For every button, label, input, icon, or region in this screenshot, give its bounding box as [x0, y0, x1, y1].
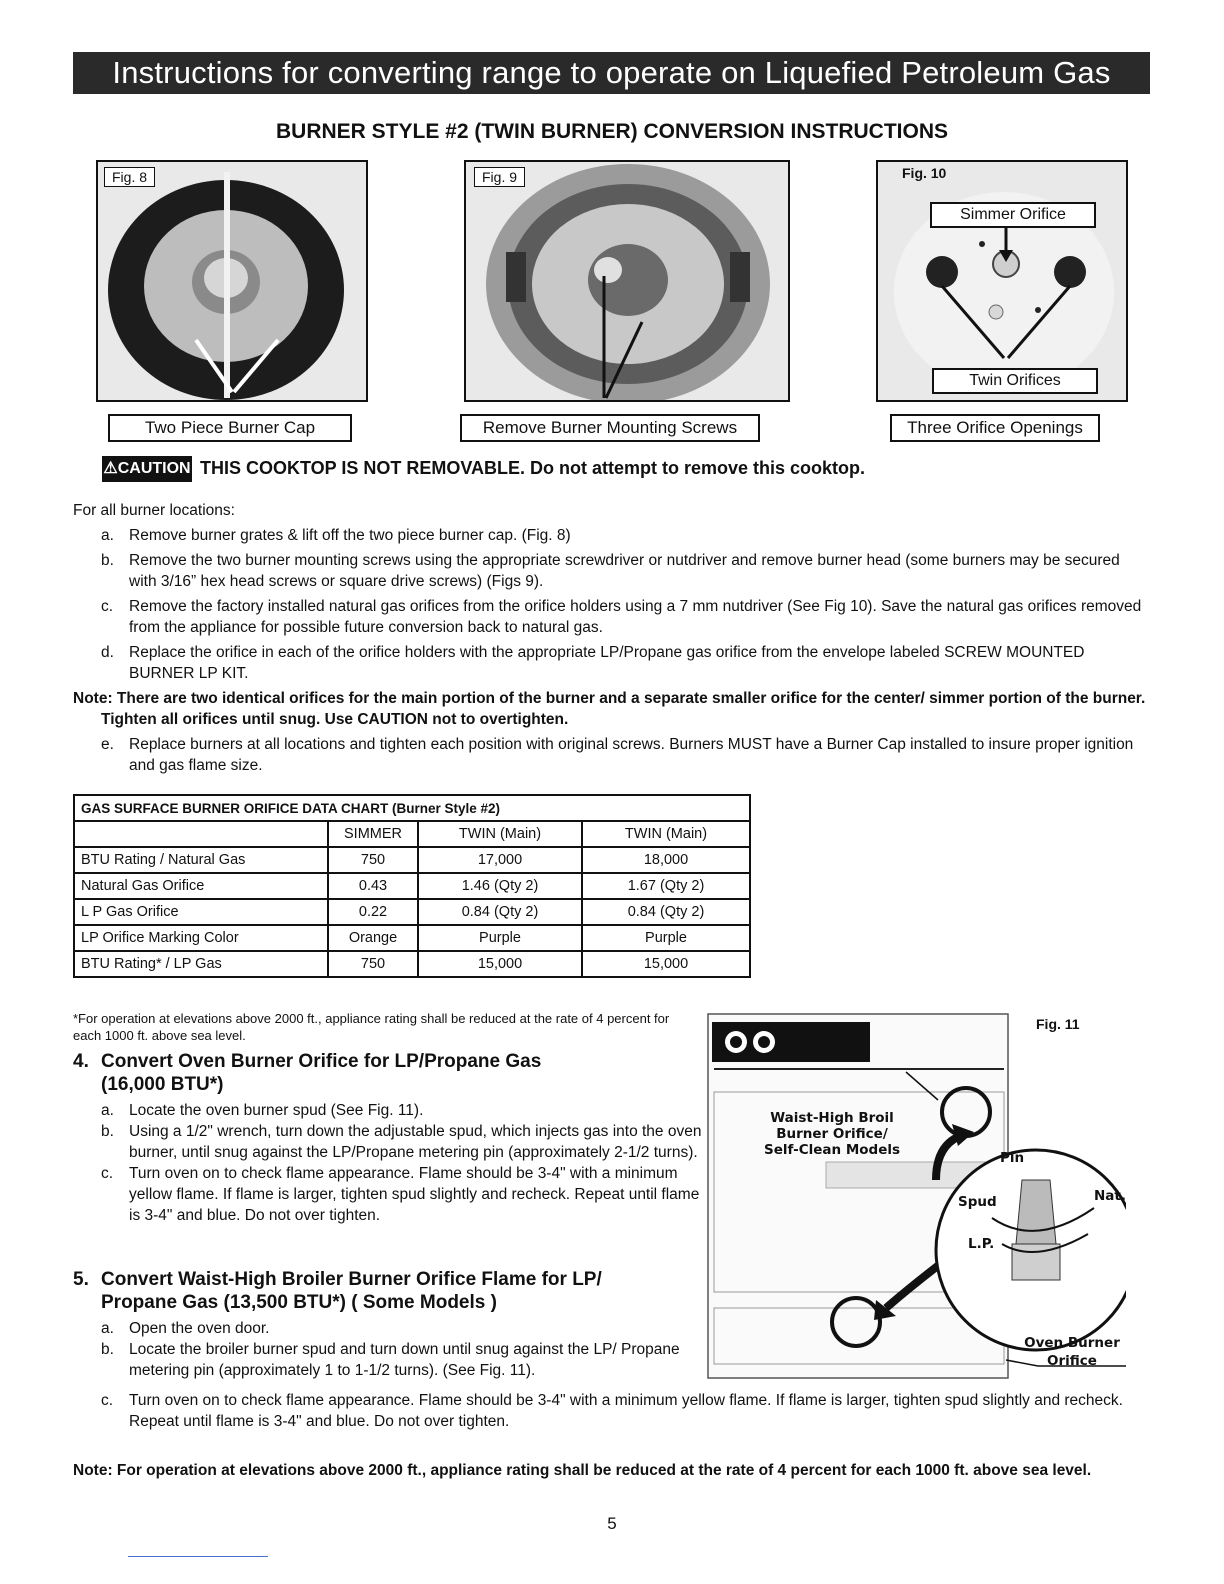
oven-range-illustration — [706, 1012, 1126, 1382]
fig10-caption: Three Orifice Openings — [890, 414, 1100, 442]
fig11-image — [706, 1012, 1126, 1382]
note-orifices: Note: There are two identical orifices for the main portion of the burner and a separate smaller orifice for the center/ simmer portion of the burner. Tighten all orifices until snug. Use CAUTION not to overtighten. — [73, 690, 1146, 728]
fig9-caption: Remove Burner Mounting Screws — [460, 414, 760, 442]
section-title: BURNER STYLE #2 (TWIN BURNER) CONVERSION INSTRUCTIONS — [275, 120, 949, 143]
list-item: a. Open the oven door. — [101, 1320, 270, 1337]
fig11-label: Fig. 11 — [1036, 1016, 1080, 1032]
burner-cap-illustration — [98, 162, 366, 400]
section-5-step-c — [101, 1390, 1148, 1432]
table-row: BTU Rating / Natural Gas 750 17,000 18,000 — [74, 847, 750, 873]
section-5 — [73, 1268, 703, 1381]
warning-icon: ⚠ — [103, 460, 118, 477]
section-4 — [73, 1050, 703, 1226]
list-item: c. Turn oven on to check flame appearance. Flame should be 3-4" with a minimum yellow flame. If flame is larger, tighten spud slightly and recheck. Repeat until flame is 3-4" and blue. Do not over tighten. — [101, 1165, 700, 1224]
twin-orifices-label: Twin Orifices — [932, 368, 1098, 394]
list-item: d. Replace the orifice in each of the orifice holders with the appropriate LP/Propane gas orifice from the envelope labeled SCREW MOUNTED BURNER LP KIT. — [101, 644, 1085, 682]
list-item: a. Locate the oven burner spud (See Fig. 11). — [101, 1102, 424, 1119]
note-elevation: Note: For operation at elevations above 2000 ft., appliance rating shall be reduced at the rate of 4 percent for each 1000 ft. above sea level. — [73, 1462, 1092, 1479]
caution-text: THIS COOKTOP IS NOT REMOVABLE. Do not attempt to remove this cooktop. — [200, 458, 866, 478]
fig8-caption: Two Piece Burner Cap — [108, 414, 352, 442]
pin-label: Pin — [1000, 1150, 1025, 1166]
caution-badge: ⚠CAUTION — [102, 456, 192, 482]
fig9-label: Fig. 9 — [474, 167, 525, 187]
list-item: c. Remove the factory installed natural gas orifices from the orifice holders using a 7 mm nutdriver (See Fig 10). Save the natural gas orifices removed from the appliance for possible future conversion back to natural gas. — [101, 598, 1142, 636]
divider — [128, 1556, 268, 1557]
fig8-label: Fig. 8 — [104, 167, 155, 187]
fig10-image — [876, 160, 1128, 402]
burner-head-illustration — [466, 162, 788, 400]
page-number: 5 — [607, 1514, 617, 1533]
nat-label: Nat. — [1094, 1188, 1126, 1204]
orifice-data-chart — [73, 794, 751, 978]
orifice-openings-illustration — [878, 162, 1126, 400]
list-item: c. Turn oven on to check flame appearance. Flame should be 3-4" with a minimum yellow flame. If flame is larger, tighten spud slightly and recheck. Repeat until flame is 3-4" and blue. Do not over tighten. — [101, 1392, 1123, 1430]
page-banner: Instructions for converting range to operate on Liquefied Petroleum Gas — [73, 52, 1150, 94]
list-item: b. Remove the two burner mounting screws using the appropriate screwdriver or nutdriver and remove burner head (some burners may be secured with 3/16” hex head screws or square drive screws) (Figs 9). — [101, 552, 1120, 590]
table-row: BTU Rating* / LP Gas 750 15,000 15,000 — [74, 951, 750, 977]
table-row: L P Gas Orifice 0.22 0.84 (Qty 2) 0.84 (Qty 2) — [74, 899, 750, 925]
list-item: a. Remove burner grates & lift off the two piece burner cap. (Fig. 8) — [101, 527, 571, 544]
intro-text: For all burner locations: — [73, 502, 235, 519]
fig10-label: Fig. 10 — [902, 165, 947, 181]
list-item: b. Locate the broiler burner spud and turn down until snug against the LP/ Propane metering pin (approximately 1 to 1-1/2 turns). (See Fig. 11). — [101, 1341, 680, 1379]
table-header-row: SIMMER TWIN (Main) TWIN (Main) — [74, 821, 750, 847]
footnote: *For operation at elevations above 2000 ft., appliance rating shall be reduced at the rate of 4 percent for each 1000 ft. above sea level. — [73, 1011, 670, 1043]
fig8-image — [96, 160, 368, 402]
spud-label: Spud — [958, 1194, 997, 1210]
lp-label: L.P. — [968, 1236, 995, 1252]
table-row: Natural Gas Orifice 0.43 1.46 (Qty 2) 1.67 (Qty 2) — [74, 873, 750, 899]
oven-burner-orifice-label: Oven Burner Orifice — [1024, 1335, 1120, 1369]
list-item: b. Using a 1/2" wrench, turn down the adjustable spud, which injects gas into the oven burner, until snug against the LP/Propane metering pin (approximately 2-1/2 turns). — [101, 1123, 702, 1161]
section-4-heading: 4. Convert Oven Burner Orifice for LP/Propane Gas (16,000 BTU*) — [73, 1051, 542, 1095]
instructions-body — [73, 500, 1148, 776]
waist-high-broil-label: Waist-High Broil Burner Orifice/ Self-Clean Models — [763, 1110, 901, 1158]
section-5-heading: 5. Convert Waist-High Broiler Burner Orifice Flame for LP/ Propane Gas (13,500 BTU*) ( Some Models ) — [73, 1269, 602, 1313]
simmer-orifice-label: Simmer Orifice — [930, 202, 1096, 228]
table-title: GAS SURFACE BURNER ORIFICE DATA CHART (Burner Style #2) — [74, 795, 750, 821]
list-item: e. Replace burners at all locations and tighten each position with original screws. Burners MUST have a Burner Cap installed to insure proper ignition and gas flame size. — [101, 736, 1134, 774]
fig9-image — [464, 160, 790, 402]
table-row: LP Orifice Marking Color Orange Purple Purple — [74, 925, 750, 951]
